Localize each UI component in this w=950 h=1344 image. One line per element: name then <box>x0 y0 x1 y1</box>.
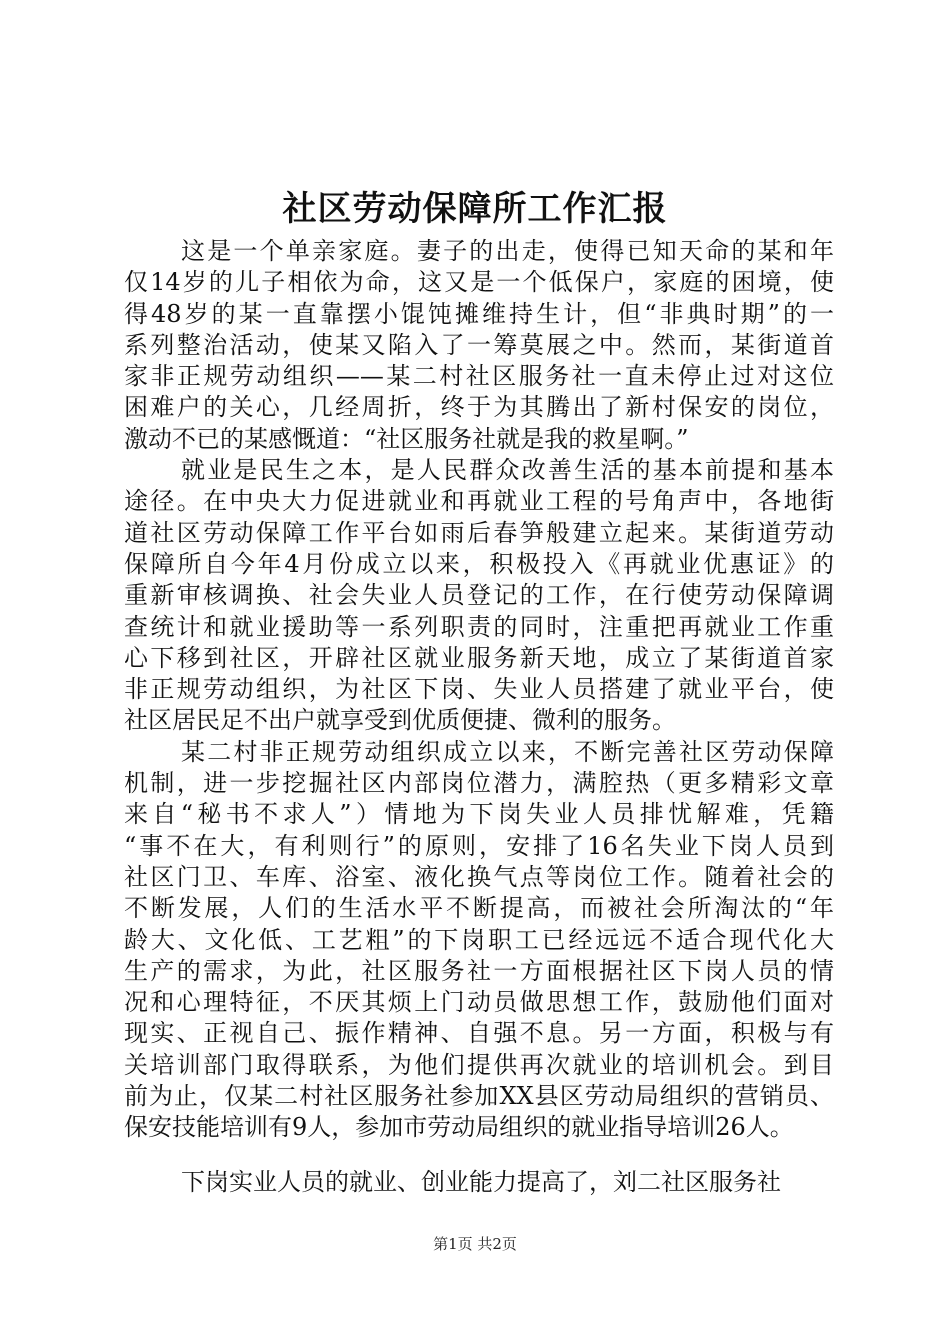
text-line: 保障所自今年4月份成立以来，积极投入《再就业优惠证》的 <box>124 549 834 578</box>
text-line: 某二村非正规劳动组织成立以来，不断完善社区劳动保障 <box>181 737 834 766</box>
text-line: 激动不已的某感慨道：“社区服务社就是我的救星啊。” <box>124 424 689 453</box>
text-line: 机制，进一步挖掘社区内部岗位潜力，满腔热（更多精彩文章 <box>124 769 834 798</box>
page-footer: 第1页 共2页 <box>433 1235 517 1253</box>
text-line: 社区门卫、车库、浴室、液化换气点等岗位工作。随着社会的 <box>124 862 834 891</box>
text-line: 不断发展，人们的生活水平不断提高，而被社会所淘汰的“年 <box>124 894 834 923</box>
text-line: 困难户的关心，几经周折，终于为其腾出了新村保安的岗位， <box>124 393 834 422</box>
text-line: 非正规劳动组织，为社区下岗、失业人员搭建了就业平台，使 <box>124 675 834 704</box>
text-line: 道社区劳动保障工作平台如雨后春笋般建立起来。某街道劳动 <box>124 518 834 547</box>
text-line: 生产的需求，为此，社区服务社一方面根据社区下岗人员的情 <box>124 956 834 985</box>
document-title: 社区劳动保障所工作汇报 <box>282 189 668 229</box>
paragraph-gap <box>124 1144 834 1167</box>
text-line: 况和心理特征，不厌其烦上门动员做思想工作，鼓励他们面对 <box>124 988 834 1017</box>
document-body <box>124 236 834 1198</box>
text-line: 这是一个单亲家庭。妻子的出走，使得已知天命的某和年 <box>181 237 834 265</box>
text-line: 重新审核调换、社会失业人员登记的工作，在行使劳动保障调 <box>124 581 834 610</box>
text-line: 家非正规劳动组织——某二村社区服务社一直未停止过对这位 <box>124 362 834 391</box>
text-line: 前为止，仅某二村社区服务社参加XX县区劳动局组织的营销员、 <box>124 1082 834 1111</box>
text-line: 社区居民足不出户就享受到优质便捷、微利的服务。 <box>124 706 676 735</box>
text-line: 下岗实业人员的就业、创业能力提高了，刘二社区服务社 <box>181 1167 781 1196</box>
text-line: “事不在大，有利则行”的原则，安排了16名失业下岗人员到 <box>124 831 834 860</box>
text-line: 来自“秘书不求人”）情地为下岗失业人员排忧解难，凭籍 <box>124 800 834 829</box>
text-line: 心下移到社区，开辟社区就业服务新天地，成立了某街道首家 <box>124 643 834 672</box>
text-line: 龄大、文化低、工艺粗”的下岗职工已经远远不适合现代化大 <box>124 925 834 954</box>
text-line: 就业是民生之本，是人民群众改善生活的基本前提和基本 <box>181 456 834 485</box>
text-line: 保安技能培训有9人，参加市劳动局组织的就业指导培训26人。 <box>124 1113 794 1142</box>
text-line: 途径。在中央大力促进就业和再就业工程的号角声中，各地街 <box>124 487 834 516</box>
text-line: 系列整治活动，使某又陷入了一筹莫展之中。然而，某街道首 <box>124 330 834 359</box>
text-line: 现实、正视自己、振作精神、自强不息。另一方面，积极与有 <box>124 1019 834 1048</box>
text-line: 关培训部门取得联系，为他们提供再次就业的培训机会。到目 <box>124 1050 834 1079</box>
text-line: 查统计和就业援助等一系列职责的同时，注重把再就业工作重 <box>124 612 834 641</box>
text-line: 仅14岁的儿子相依为命，这又是一个低保户，家庭的困境，使 <box>124 268 834 297</box>
text-line: 得48岁的某一直靠摆小馄饨摊维持生计，但“非典时期”的一 <box>124 299 834 328</box>
